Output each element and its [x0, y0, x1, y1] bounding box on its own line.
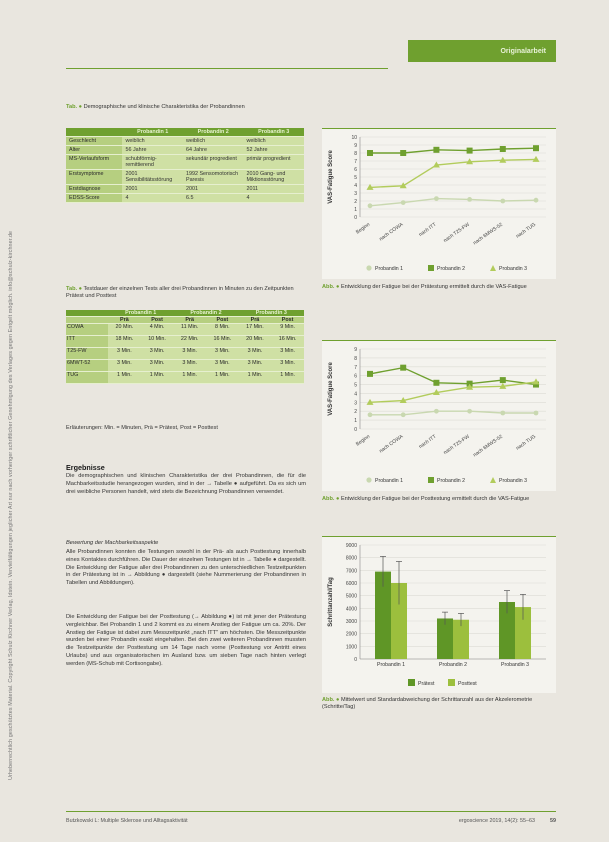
y-tick-label: 6 — [354, 373, 357, 380]
data-point — [500, 377, 506, 383]
data-point — [467, 197, 472, 202]
y-tick-label: 2 — [354, 199, 357, 205]
x-tick-label: nach ITT — [417, 433, 438, 450]
y-tick-label: 4 — [354, 391, 357, 398]
table2-cell: 22 Min. — [173, 336, 206, 348]
table2-cell: 3 Min. — [173, 348, 206, 360]
table1-row — [66, 185, 304, 194]
footer-right: ergoscience 2019, 14(2): 55–63 — [458, 818, 535, 824]
table2-subheader: Prä — [173, 317, 206, 324]
legend-label: Probandin 2 — [437, 266, 465, 272]
table2-cell: 3 Min. — [108, 360, 141, 372]
table2-cell: 3 Min. — [271, 348, 304, 360]
table2-cell: 3 Min. — [141, 360, 174, 372]
table1-row — [66, 137, 304, 146]
y-tick-label: 1 — [354, 207, 357, 213]
x-tick-label: Beginn — [354, 433, 372, 448]
data-point — [500, 146, 506, 152]
legend-label: Probandin 1 — [375, 478, 403, 484]
legend-label: Probandin 2 — [437, 478, 465, 484]
y-tick-label: 9 — [354, 143, 357, 149]
table1-header-cell: Probandin 2 — [183, 128, 244, 137]
y-tick-label: 3 — [354, 191, 357, 197]
table2-row — [66, 336, 304, 348]
table2-row — [66, 372, 304, 384]
data-point — [533, 378, 540, 384]
table2-cell: 11 Min. — [173, 324, 206, 336]
legend-label: Probandin 3 — [499, 266, 527, 272]
y-axis-label: Schrittanzahl/Tag — [328, 577, 334, 627]
results-heading: Ergebnisse — [66, 463, 105, 472]
legend-marker — [366, 265, 371, 270]
results-para-2: Alle Probandinnen konnten die Testungen sowohl in der Prä- als auch Posttestung innerhalb eines Kontaktes durchführen. Die Dauer der einzelnen Testungen ist in → Tabelle ● dargestellt. Die Entwicklung der Fatigue aller drei Probandinnen zu den unterschiedlichen Testzeitpunkten in der Prätestung ist in → Abbildung ● dargestellt (siehe Nummerierung der Probandinnen in Tabellen und Abbildungen). — [66, 549, 306, 587]
table1-cell: sekundär progredient — [183, 155, 244, 170]
y-tick-label: 3000 — [345, 619, 357, 625]
fig1-caption-prefix: Abb. — [322, 284, 335, 290]
table2-cell: 18 Min. — [108, 336, 141, 348]
table2-subheader: Prä — [239, 317, 272, 324]
fig3-caption-text: Mittelwert und Standardabweichung der Schrittanzahl aus der Akzelerometrie (Schritte/Tag) — [322, 697, 533, 710]
table1-cell: 6.5 — [183, 194, 244, 203]
y-tick-label: 2000 — [345, 631, 357, 638]
figure1 — [322, 128, 556, 279]
table1-header-cell: Probandin 1 — [122, 128, 183, 137]
x-tick-label: nach COWA — [378, 221, 405, 243]
y-tick-label: 6000 — [345, 581, 357, 587]
legend-marker — [490, 265, 496, 271]
data-point — [368, 203, 373, 208]
table2-cell: 3 Min. — [271, 360, 304, 372]
x-tick-label: Probandin 1 — [377, 662, 405, 668]
copyright-sidebar — [4, 40, 26, 800]
data-point — [433, 147, 439, 153]
x-tick-label: nach T25-FW — [442, 433, 471, 456]
table2-cell: 3 Min. — [173, 360, 206, 372]
table2-caption: Tab. ● Testdauer der einzelnen Tests aller drei Probandinnen in Minuten zu den Zeitpunkten Prätest und Posttest — [66, 286, 294, 299]
table2-cell: 17 Min. — [239, 324, 272, 336]
x-tick-label: nach 6MWS-52 — [472, 433, 504, 459]
table1-header-cell: Probandin 3 — [243, 128, 304, 137]
table1-row-label: Erstdiagnose — [66, 185, 122, 194]
y-tick-label: 10 — [351, 135, 357, 141]
figure3 — [322, 536, 556, 693]
table1-cell: 2010 Gang- und Miktionsstörung — [243, 170, 304, 185]
legend-marker — [366, 477, 371, 482]
y-tick-label: 9 — [354, 347, 357, 353]
y-tick-label: 4 — [354, 183, 357, 189]
x-tick-label: nach TUG — [515, 221, 538, 240]
legend-marker — [490, 477, 496, 483]
fatigue-posttest-chart — [322, 341, 556, 491]
x-tick-label: nach ITT — [417, 221, 438, 238]
y-tick-label: 0 — [354, 215, 357, 221]
y-tick-label: 5 — [354, 382, 357, 389]
table1-cell: weiblich — [122, 137, 183, 146]
y-axis-label: VAS-Fatigue Score — [328, 150, 334, 204]
legend-label: Posttest — [458, 681, 477, 687]
y-tick-label: 2 — [354, 409, 357, 416]
x-tick-label: nach T25-FW — [442, 221, 471, 244]
series-line — [370, 199, 536, 206]
table2-cell: 1 Min. — [239, 372, 272, 384]
table2-cell: 3 Min. — [108, 348, 141, 360]
table2-cell: 1 Min. — [271, 372, 304, 384]
table2-sub-corner — [66, 317, 108, 324]
fig2-caption-prefix: Abb. — [322, 496, 335, 502]
table2-row-label: TUG — [66, 372, 108, 384]
x-tick-label: nach COWA — [378, 433, 405, 455]
table2-cell: 3 Min. — [239, 360, 272, 372]
results-subheading: Bewertung der Machbarkeitsaspekte — [66, 540, 159, 546]
y-tick-label: 0 — [354, 427, 357, 433]
x-tick-label: nach 6MWS-52 — [472, 221, 504, 247]
y-axis-label: VAS-Fatigue Score — [328, 362, 334, 416]
fatigue-pretest-chart — [322, 129, 556, 279]
figure3-caption: Abb. ● Mittelwert und Standardabweichung der Schrittanzahl aus der Akzelerometrie (Schritte/Tag) — [322, 697, 533, 710]
table2-subheader: Post — [141, 317, 174, 324]
table1-row — [66, 146, 304, 155]
table1-cell: 2001 — [122, 185, 183, 194]
table1-row-label: MS-Verlaufsform — [66, 155, 122, 170]
table1-cell: 52 Jahre — [243, 146, 304, 155]
results-para-1: Die demographischen und klinischen Charakteristika der drei Probandinnen, die für die Machbarkeitsstudie herangezogen wurden, sind in der → Tabelle ● aufgeführt. Da es sich um drei weibliche Personen handelt, wird stets die Bezeichnung Probandinnen verwendet. — [66, 473, 306, 495]
table2-caption-text: Testdauer der einzelnen Tests aller drei Probandinnen in Minuten zu den Zeitpunkten Prätest und Posttest — [66, 286, 294, 299]
table2-cell: 20 Min. — [108, 324, 141, 336]
x-tick-label: Probandin 2 — [439, 662, 467, 668]
table2-cell: 8 Min. — [206, 324, 239, 336]
table2-cell: 16 Min. — [271, 336, 304, 348]
y-tick-label: 6 — [354, 167, 357, 173]
table2-subheader: Prä — [108, 317, 141, 324]
table2-cell: 3 Min. — [206, 360, 239, 372]
table2-subheader: Post — [206, 317, 239, 324]
table2-row-label: T25-FW — [66, 348, 108, 360]
table2-cell: 3 Min. — [239, 348, 272, 360]
data-point — [467, 409, 472, 414]
steps-bar-chart — [322, 537, 556, 693]
table2-group-header: Probandin 1 — [108, 310, 173, 317]
data-point — [401, 412, 406, 417]
table1-cell: 2001 — [183, 185, 244, 194]
table2-row-label: ITT — [66, 336, 108, 348]
page-number: 59 — [550, 818, 556, 824]
table2-row-label: 6MWT-52 — [66, 360, 108, 372]
table1-cell: 56 Jahre — [122, 146, 183, 155]
y-tick-label: 1000 — [345, 644, 357, 651]
table2-cell: 3 Min. — [206, 348, 239, 360]
fig3-caption-prefix: Abb. — [322, 697, 335, 703]
results-para-3: Die Entwicklung der Fatigue bei der Posttestung (→ Abbildung ●) ist mit jener der Prätestung vergleichbar. Bei Probandin 1 und 2 kommt es zu einem Anstieg der Fatigue um ca. 20%. Der Anstieg der Fatigue ist dabei zum Messzeitpunkt „nach ITT" am höchsten. Die Messzeitpunkte wurden bei einer Probandin exakt eingehalten. Bei den zwei weiteren Probandinnen mussten die Testzeitpunkte der Posttestung um 14 Tage nach vorne (Posttestung vor Antritt eines Urlaubs) und aus organisatorischen im Ausland bzw. um sieben Tage nach hinten verlegt werden (MS-Schub mit Cortisongabe). — [66, 614, 306, 667]
table1-cell: weiblich — [243, 137, 304, 146]
table2-cell: 20 Min. — [239, 336, 272, 348]
data-point — [500, 199, 505, 204]
table1-row-label: Geschlecht — [66, 137, 122, 146]
table1-cell: primär progredient — [243, 155, 304, 170]
table2-row — [66, 360, 304, 372]
table2-row-label: COWA — [66, 324, 108, 336]
table2-cell: 1 Min. — [206, 372, 239, 384]
legend-marker — [428, 265, 434, 271]
section-tag: Originalarbeit — [408, 40, 556, 62]
table1-row — [66, 194, 304, 203]
data-point — [500, 411, 505, 416]
legend-label: Probandin 1 — [375, 266, 403, 272]
table1-cell: 4 — [122, 194, 183, 203]
series-line — [370, 148, 536, 153]
legend-marker — [448, 679, 455, 686]
y-tick-label: 8 — [354, 151, 357, 157]
data-point — [534, 411, 539, 416]
table1-row — [66, 155, 304, 170]
table2-group-header: Probandin 2 — [173, 310, 238, 317]
series-line — [370, 159, 536, 187]
data-point — [400, 365, 406, 371]
table2-group-header: Probandin 3 — [239, 310, 304, 317]
data-point — [533, 145, 539, 151]
data-point — [434, 409, 439, 414]
fig1-caption-text: Entwicklung der Fatigue bei der Prätestung ermittelt durch die VAS-Fatigue — [340, 284, 527, 290]
table1-cell: 2001 Sensibilitätsstörung — [122, 170, 183, 185]
table1-cell: 64 Jahre — [183, 146, 244, 155]
table1-cell: 1992 Sensomotorisch Paresis — [183, 170, 244, 185]
data-point — [400, 150, 406, 156]
table2-caption-prefix: Tab. — [66, 286, 78, 292]
figure1-caption: Abb. ● Entwicklung der Fatigue bei der Prätestung ermittelt durch die VAS-Fatigue — [322, 284, 527, 290]
y-tick-label: 0 — [354, 657, 357, 663]
y-tick-label: 9000 — [345, 543, 357, 549]
table2-note: Erläuterungen: Min. = Minuten, Prä = Prätest, Post = Posttest — [66, 425, 218, 431]
y-tick-label: 7 — [354, 159, 357, 165]
figure2 — [322, 340, 556, 491]
fig2-caption-text: Entwicklung der Fatigue bei der Posttestung ermittelt durch die VAS-Fatigue — [340, 496, 530, 502]
y-tick-label: 7000 — [345, 568, 357, 575]
legend-marker — [408, 679, 415, 686]
table2-subheader: Post — [271, 317, 304, 324]
table1-cell: schubförmig-remittierend — [122, 155, 183, 170]
series-line — [370, 382, 536, 402]
table1-row-label: Alter — [66, 146, 122, 155]
table2-cell: 9 Min. — [271, 324, 304, 336]
table1-row-label: Erstsymptome — [66, 170, 122, 185]
table2-cell: 1 Min. — [173, 372, 206, 384]
table2-cell: 4 Min. — [141, 324, 174, 336]
table2-cell: 16 Min. — [206, 336, 239, 348]
table1-caption-prefix: Tab. — [66, 104, 78, 110]
data-point — [367, 150, 373, 156]
y-tick-label: 1 — [354, 418, 357, 425]
table1-cell: 2011 — [243, 185, 304, 194]
table1-cell: weiblich — [183, 137, 244, 146]
x-tick-label: nach TUG — [515, 433, 538, 452]
y-tick-label: 5000 — [345, 593, 357, 600]
figure2-caption: Abb. ● Entwicklung der Fatigue bei der Posttestung ermittelt durch die VAS-Fatigue — [322, 496, 530, 502]
data-point — [368, 412, 373, 417]
table2-cell: 1 Min. — [141, 372, 174, 384]
table2 — [66, 310, 304, 384]
table2-row — [66, 324, 304, 336]
copyright-text: Urheberrechtlich geschütztes Material. Copyright Schulz Kirchner Verlag, Idstein. Vervielfältigungen jeglicher Art nur nach vorheriger schriftlicher Genehmigung des Verlages gegen Entgelt möglich. info@schulz-kirchner.de — [8, 230, 14, 780]
data-point — [367, 371, 373, 377]
y-tick-label: 3 — [354, 400, 357, 407]
series-line — [370, 368, 536, 385]
table1-header-cell — [66, 128, 122, 137]
table1-caption-text: Demographische und klinische Charakteristika der Probandinnen — [83, 104, 245, 110]
table2-row — [66, 348, 304, 360]
table1-cell: 4 — [243, 194, 304, 203]
table1 — [66, 128, 304, 203]
data-point — [433, 380, 439, 386]
footer-left: Butzkowski L: Multiple Sklerose und Alltagsaktivität — [66, 818, 188, 824]
series-line — [370, 411, 536, 415]
table2-cell: 3 Min. — [141, 348, 174, 360]
table2-cell: 1 Min. — [108, 372, 141, 384]
data-point — [467, 148, 473, 154]
y-tick-label: 8000 — [345, 555, 357, 562]
legend-marker — [428, 477, 434, 483]
data-point — [401, 200, 406, 205]
y-tick-label: 7 — [354, 364, 357, 371]
data-point — [434, 196, 439, 201]
table1-caption: Tab. ● Demographische und klinische Charakteristika der Probandinnen — [66, 104, 245, 110]
x-tick-label: Beginn — [354, 221, 372, 236]
footer-rule — [66, 811, 556, 812]
table1-row-label: EDSS-Score — [66, 194, 122, 203]
y-tick-label: 5 — [354, 175, 357, 181]
header-rule — [66, 68, 388, 69]
y-tick-label: 4000 — [345, 606, 357, 613]
data-point — [534, 198, 539, 203]
y-tick-label: 8 — [354, 355, 357, 362]
legend-label: Prätest — [418, 681, 435, 687]
legend-label: Probandin 3 — [499, 478, 527, 484]
x-tick-label: Probandin 3 — [501, 662, 529, 668]
table1-row — [66, 170, 304, 185]
table2-cell: 10 Min. — [141, 336, 174, 348]
